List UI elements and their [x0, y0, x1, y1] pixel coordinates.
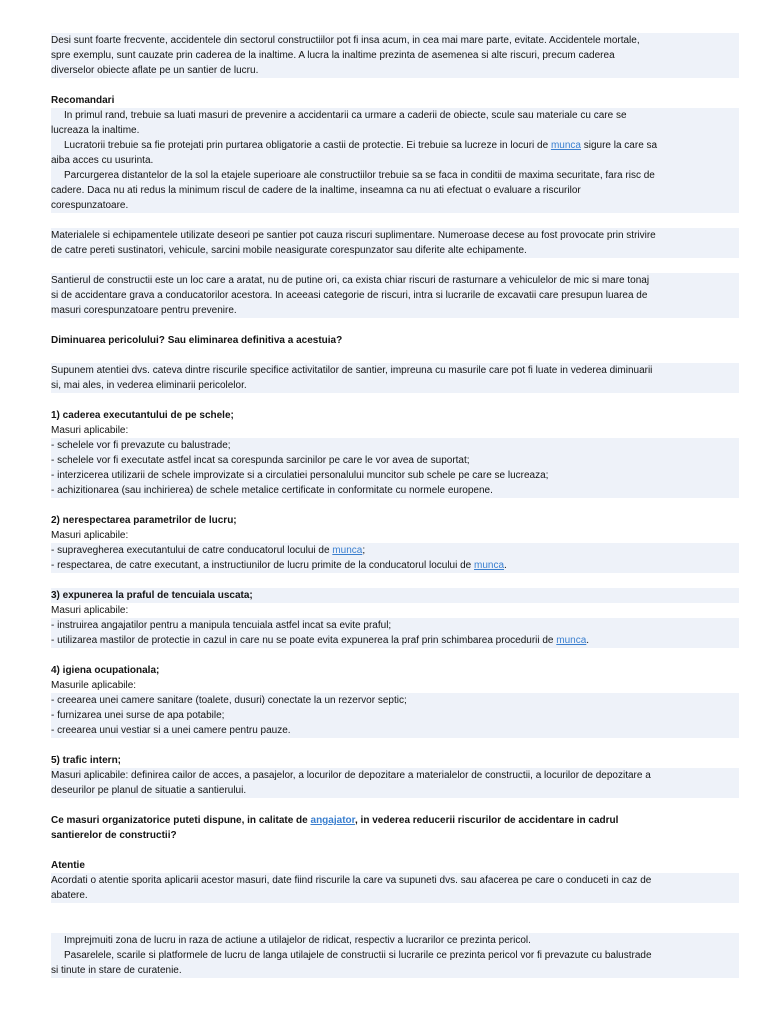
list-item	[51, 543, 739, 558]
section-heading: Atentie	[51, 860, 85, 871]
section-igiena	[51, 663, 739, 738]
text-fragment: ;	[362, 545, 366, 556]
munca-link[interactable]: munca	[474, 560, 505, 571]
section-subtitle: Masurile aplicabile:	[51, 680, 137, 691]
text-line: diverselor obiecte aflate pe un santier de lucru.	[51, 63, 739, 78]
atentie-section	[51, 858, 739, 903]
list-item: - interzicerea utilizarii de schele improvizate si a circulatiei personalului muncitor sub schele pe care se lucreaza;	[51, 468, 739, 483]
text-fragment: Ce masuri organizatorice puteti dispune, in calitate de	[51, 815, 311, 826]
section-title: 5) trafic intern;	[51, 755, 122, 766]
text-line: Imprejmuiti zona de lucru in raza de actiune a utilajelor de ridicat, respectiv a lucrarilor ce prezinta pericol.	[51, 933, 739, 948]
section-praf	[51, 588, 739, 648]
text-fragment: , in vederea reducerii riscurilor de accidentare in cadrul	[354, 815, 619, 826]
list-item: - schelele vor fi prevazute cu balustrade;	[51, 438, 739, 453]
list-item: - schelele vor fi executate astfel incat sa corespunda sarcinilor pe care le vor avea de suportat;	[51, 453, 739, 468]
santier-paragraph	[51, 273, 739, 318]
text-fragment: Lucratorii trebuie sa fie protejati prin purtarea obligatorie a castii de protectie. Ei trebuie sa lucreze in locuri de	[64, 140, 551, 151]
text-line: si tinute in stare de curatenie.	[51, 963, 739, 978]
section-title: 4) igiena ocupationala;	[51, 665, 160, 676]
section-title: 2) nerespectarea parametrilor de lucru;	[51, 515, 237, 526]
text-line: lucreaza la inaltime.	[51, 123, 739, 138]
text-line: si, mai ales, in vederea eliminarii pericolelor.	[51, 378, 739, 393]
section-subtitle: Masuri aplicabile:	[51, 530, 129, 541]
munca-link[interactable]: munca	[556, 635, 587, 646]
text-line: Supunem atentiei dvs. cateva dintre riscurile specifice activitatilor de santier, impreuna cu masurile care pot fi luate in vederea diminuarii	[51, 363, 739, 378]
text-fragment: .	[504, 560, 507, 571]
text-line: spre exemplu, sunt cauzate prin caderea de la inaltime. A lucra la inaltime prezinta de asemenea si alte riscuri, precum caderea	[51, 48, 739, 63]
text-line: cadere. Daca nu ati redus la minimum riscul de cadere de la inaltime, inseamna ca nu ati efectuat o evaluare a riscurilor	[51, 183, 739, 198]
text-line: si de accidentare grava a conducatorilor acestora. In aceeasi categorie de riscuri, intra si lucrarile de excavatii care presupun luarea de	[51, 288, 739, 303]
text-line: santierelor de constructii?	[51, 830, 177, 841]
text-line: de catre pereti sustinatori, vehicule, sarcini mobile neasigurate corespunzator sau diferite alte echipamente.	[51, 243, 739, 258]
text-line: In primul rand, trebuie sa luati masuri de prevenire a accidentarii ca urmare a caderii de obiecte, scule sau materiale cu care se	[51, 108, 739, 123]
text-line: corespunzatoare.	[51, 198, 739, 213]
text-line: Materialele si echipamentele utilizate deseori pe santier pot cauza riscuri suplimentare. Numeroase decese au fost provocate prin strivire	[51, 228, 739, 243]
question-heading	[51, 813, 739, 843]
intro-paragraph	[51, 33, 739, 78]
section-title: 3) expunerea la praful de tencuiala uscata;	[51, 588, 739, 603]
supunem-paragraph	[51, 363, 739, 393]
list-item	[51, 633, 739, 648]
text-line: Santierul de constructii este un loc care a aratat, nu de putine ori, ca exista chiar riscuri de rasturnare a vehiculelor de mic si mare tonaj	[51, 273, 739, 288]
section-schele	[51, 408, 739, 498]
text-line: masuri corespunzatoare pentru prevenire.	[51, 303, 739, 318]
text-line: Desi sunt foarte frecvente, accidentele din sectorul constructiilor pot fi insa acum, in cea mai mare parte, evitate. Accidentele mortale,	[51, 33, 739, 48]
munca-link[interactable]: munca	[332, 545, 363, 556]
section-subtitle: Masuri aplicabile:	[51, 605, 129, 616]
list-item	[51, 558, 739, 573]
materiale-paragraph	[51, 228, 739, 258]
text-line: Pasarelele, scarile si platformele de lucru de langa utilajele de constructii si lucrarile ce prezinta pericol vor fi prevazute cu balustrade	[51, 948, 739, 963]
munca-link[interactable]: munca	[550, 140, 581, 151]
list-item: - furnizarea unei surse de apa potabile;	[51, 708, 739, 723]
text-line: Masuri aplicabile: definirea cailor de acces, a pasajelor, a locurilor de depozitare a materialelor de constructii, a locurilor de depozitare a	[51, 768, 739, 783]
text-line: Parcurgerea distantelor de la sol la etajele superioare ale constructiilor trebuie sa se faca in conditii de maxima securitate, fara risc de	[51, 168, 739, 183]
angajator-link[interactable]: angajator	[310, 815, 355, 826]
section-trafic	[51, 753, 739, 798]
text-line: Acordati o atentie sporita aplicarii acestor masuri, date fiind riscurile la care va supuneti dvs. sau afacerea pe care o conduceti in caz de	[51, 873, 739, 888]
list-item: - creearea unei camere sanitare (toalete, dusuri) conectate la un rezervor septic;	[51, 693, 739, 708]
text-fragment: sigure la care sa	[580, 140, 658, 151]
text-fragment: - supravegherea executantului de catre conducatorul locului de	[51, 545, 333, 556]
section-subtitle: Masuri aplicabile:	[51, 425, 129, 436]
section-title: 1) caderea executantului de pe schele;	[51, 410, 234, 421]
text-line	[51, 813, 739, 828]
text-fragment: - utilizarea mastilor de protectie in cazul in care nu se poate evita expunerea la praf prin schimbarea procedurii de	[51, 635, 557, 646]
text-line: deseurilor pe planul de situatie a santierului.	[51, 783, 739, 798]
diminuarea-heading: Diminuarea pericolului? Sau eliminarea definitiva a acestuia?	[51, 335, 343, 346]
text-fragment: - respectarea, de catre executant, a instructiunilor de lucru primite de la conducatorul locului de	[51, 560, 475, 571]
text-line	[51, 138, 739, 153]
final-paragraph	[51, 933, 739, 978]
document-page	[51, 33, 739, 978]
text-fragment: .	[586, 635, 590, 646]
list-item: - instruirea angajatilor pentru a manipula tencuiala astfel incat sa evite praful;	[51, 618, 739, 633]
text-line: aiba acces cu usurinta.	[51, 153, 739, 168]
section-heading: Recomandari	[51, 95, 115, 106]
section-parametri	[51, 513, 739, 573]
list-item: - creearea unui vestiar si a unei camere pentru pauze.	[51, 723, 739, 738]
recomandari-section	[51, 93, 739, 213]
text-line: abatere.	[51, 888, 739, 903]
list-item: - achizitionarea (sau inchirierea) de schele metalice certificate in conformitate cu normele europene.	[51, 483, 739, 498]
